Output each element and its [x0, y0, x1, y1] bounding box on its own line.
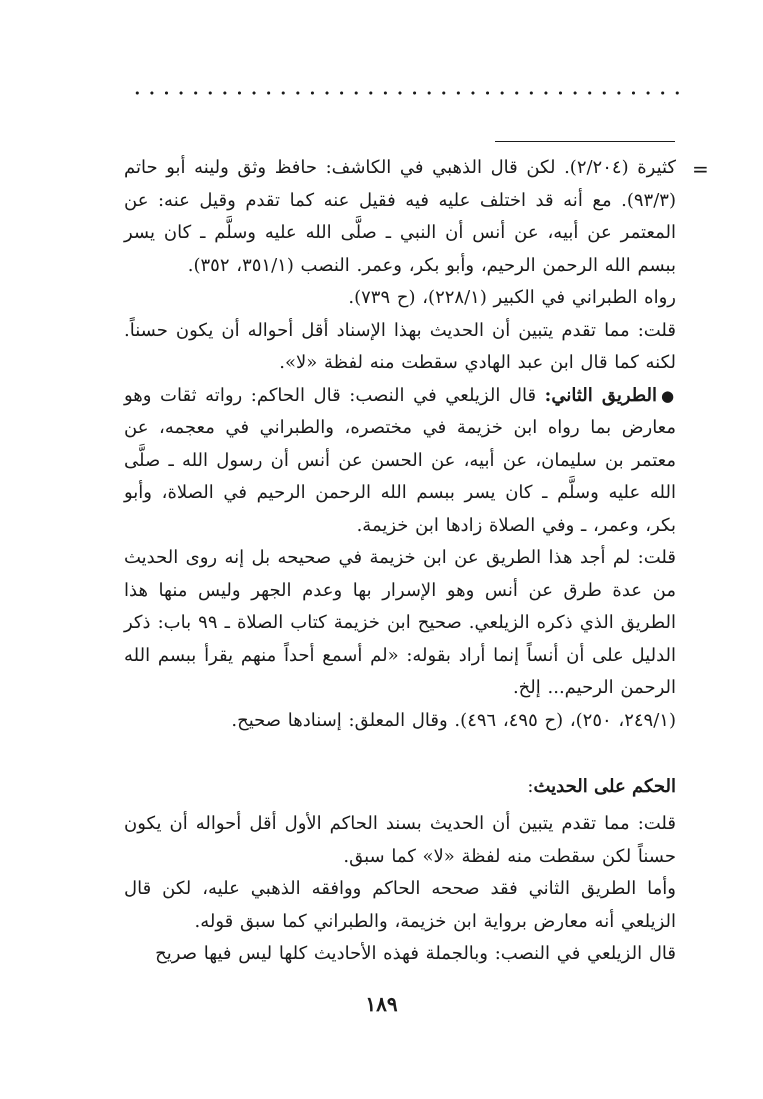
paragraph-tariq2: [124, 380, 676, 543]
paragraph: كثيرة (٢/٢٠٤). لكن قال الذهبي في الكاشف: حافظ وثق ولينه أبو حاتم (٩٣/٣). مع أنه قد اختلف عليه فيه فقيل عنه كما تقدم وقيل عنه: عن المعتمر عن أبيه، عن أنس أن النبي ـ صلَّى الله عليه وسلَّم ـ كان يسر ببسم الله الرحمن الرحيم، وأبو بكر، وعمر. النصب (٣٥١/١، ٣٥٢).: [124, 157, 676, 276]
paragraph: قال الزيلعي في النصب: وبالجملة فهذه الأحاديث كلها ليس فيها صريح: [155, 943, 676, 964]
paragraph: (٢٤٩/١، ٢٥٠)، (ح ٤٩٥، ٤٩٦). وقال المعلق: إسنادها صحيح.: [231, 709, 676, 731]
ruling-block: [124, 808, 676, 971]
page-number: ١٨٩: [365, 992, 398, 1016]
bullet-icon: ●: [661, 386, 676, 405]
paragraph: قلت: مما تقدم يتبين أن الحديث بهذا الإسناد أقل أحواله أن يكون حسناً. لكنه كما قال ابن عبد الهادي سقطت منه لفظة «لا».: [124, 319, 676, 373]
paragraph: رواه الطبراني في الكبير (٢٢٨/١)، (ح ٧٣٩).: [348, 287, 676, 308]
paragraph: وأما الطريق الثاني فقد صححه الحاكم ووافقه الذهبي عليه، لكن قال الزيلعي أنه معارض برواية ابن خزيمة، والطبراني كما سبق قوله.: [124, 878, 676, 932]
footnote-block: [124, 152, 676, 737]
paragraph: قلت: لم أجد هذا الطريق عن ابن خزيمة في صحيحه بل إنه روى الحديث من عدة طرق عن أنس وهو الإسرار بها وعدم الجهر وليس منها هذا الطريق الذي ذكره الزيلعي. صحيح ابن خزيمة كتاب الصلاة ـ ٩٩ باب: ذكر الدليل على أن أنساً إنما أراد بقوله: «لم أسمع أحداً منهم يقرأ ببسم الله الرحمن الرحيم... إلخ.: [124, 547, 676, 698]
continuation-mark: =: [692, 157, 709, 181]
section-heading: الحكم على الحديث :: [527, 773, 676, 801]
section-lead: الطريق الثاني:: [544, 384, 658, 406]
paragraph-text: قال الزيلعي في النصب: قال الحاكم: رواته ثقات وهو معارض بما رواه ابن خزيمة في مختصره، والطبراني في معجمه، عن معتمر بن سليمان، عن أبيه، عن الحسن عن أنس أن رسول الله ـ صلَّى الله عليه وسلَّم ـ كان يسر ببسم الله الرحمن الرحيم في الصلاة، وأبو بكر، وعمر، ـ وفي الصلاة زادها ابن خزيمة.: [124, 384, 676, 536]
footnote-rule: [495, 141, 675, 142]
paragraph: قلت: مما تقدم يتبين أن الحديث بسند الحاكم الأول أقل أحواله أن يكون حسناً لكن سقطت منه لفظة «لا» كما سبق.: [124, 813, 676, 867]
dotted-separator: [130, 88, 680, 98]
